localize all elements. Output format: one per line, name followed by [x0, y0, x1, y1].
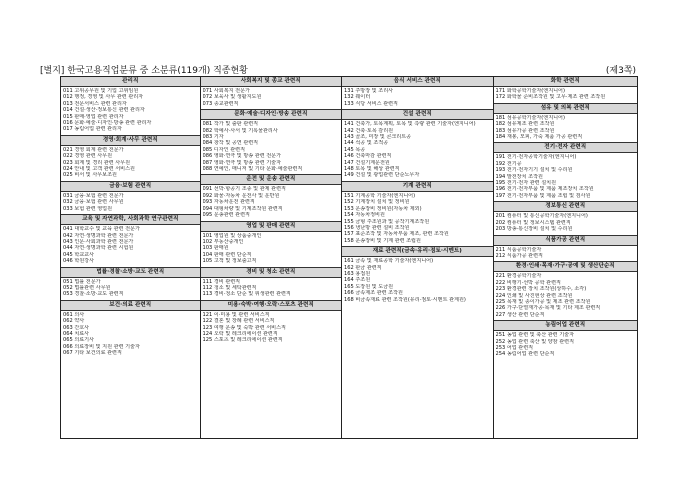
occupation-item: 045 학교교사: [63, 251, 95, 258]
occupation-item: 064 치료사: [63, 330, 90, 337]
occupation-item: 073 종교관련직: [202, 100, 239, 107]
occupation-item: 046 학원강사: [63, 258, 95, 265]
occupation-item: 142 건축·토목 감리원: [344, 127, 394, 134]
category-header: 음식 서비스 관련직: [342, 77, 492, 87]
category-section: [201, 77, 342, 109]
occupation-item: 164 주조원: [344, 277, 371, 284]
occupation-item: 153 운송장비 정비원(자동차 제외): [344, 205, 422, 212]
occupation-item: 041 대학교수 및 교육 관련 전문가: [63, 226, 140, 233]
category-header: 금융·보험 관련직: [61, 181, 200, 192]
occupation-item: 016 문화·예술·디자인·방송 관련 관리자: [63, 120, 152, 127]
occupation-item: 052 법률관련 사무원: [63, 284, 111, 291]
category-items: [61, 225, 200, 266]
occupation-item: 051 법률 전문가: [63, 278, 101, 285]
category-items: [494, 246, 638, 262]
occupation-item: 211 식품공학기술자: [495, 246, 542, 253]
occupation-item: 025 비서 및 사무보조원: [63, 172, 117, 179]
category-header: 관리직: [61, 77, 200, 87]
category-header: 문화·예술·디자인·방송 관련직: [201, 109, 342, 120]
occupation-item: 082 학예사·사서 및 기록물관리사: [202, 127, 278, 134]
occupation-item: 197 전기·전자부품 및 제품 조립 및 검사원: [495, 192, 591, 199]
category-items: [494, 212, 638, 234]
category-items: [201, 185, 342, 220]
occupation-item: 163 용접원: [344, 270, 371, 277]
category-section: [201, 300, 342, 346]
occupation-item: 172 화학물 준비조작원 및 고무·제조 관련 조작원: [495, 94, 606, 101]
occupation-item: 053 경찰·소방·교도 관련직: [63, 291, 124, 298]
category-header: 미용·숙박·여행·오락·스포츠 관련직: [201, 300, 342, 311]
occupation-item: 157 표준조작 및 자동차부품 제조, 관련 조작원: [344, 231, 449, 238]
category-items: [61, 87, 200, 135]
category-items: [494, 331, 638, 360]
category-header: 법률·경찰·소방·교도 관련직: [61, 267, 200, 278]
occupation-item: 124 오락 및 레크리에이션 관련직: [202, 330, 278, 337]
occupation-item: 194 발전장치 조작원: [495, 173, 543, 180]
occupation-item: 155 금형 주조원과 및 공작기계조작원: [344, 218, 430, 225]
occupation-item: 031 금융·보험 관련 전문가: [63, 192, 124, 199]
occupation-item: 193 전기·전자기기 설치 및 수리원: [495, 167, 573, 174]
category-section: [494, 261, 638, 320]
category-header: 경영·회계·사무 관련직: [61, 135, 200, 146]
occupation-item: 221 환경공학기술자: [495, 273, 542, 280]
occupation-item: 092 화물·자동차 운전사 및 운반원: [202, 192, 280, 199]
occupation-item: 102 부동산중개인: [202, 238, 244, 245]
category-header: 건설 관련직: [342, 109, 492, 120]
occupation-item: 022 경영 관련 사무원: [63, 153, 113, 160]
occupation-item: 224 인쇄 및 사진현상 관련 조작원: [495, 292, 573, 299]
occupation-item: 015 판매·영업 관련 관리자: [63, 113, 124, 120]
occupation-item: 191 전기·전자공학기술자(엔지니어): [495, 154, 577, 161]
category-section: [61, 135, 200, 181]
occupation-item: 103 판매원: [202, 245, 229, 252]
occupation-item: 011 고위공무원 및 기업 고위임원: [63, 88, 139, 94]
occupation-item: 166 금속제조 관련 조작원: [344, 290, 403, 297]
occupation-item: 101 영업원 및 상품중개인: [202, 232, 262, 239]
occupation-item: 145 목공: [344, 146, 366, 153]
occupation-item: 063 간호사: [63, 324, 90, 331]
category-header: 정보통신 관련직: [494, 201, 638, 212]
category-header: 환경·인쇄·목재·가구·공예 및 생산단순직: [494, 261, 638, 272]
occupation-item: 061 의사: [63, 311, 85, 318]
category-items: [201, 87, 342, 109]
occupation-item: 133 식당 서비스 관련직: [344, 100, 398, 107]
occupation-item: 067 기타 보건의료 관련직: [63, 350, 122, 357]
occupation-item: 032 금융·보험 관련 사무원: [63, 199, 124, 206]
category-items: [342, 120, 492, 181]
category-header: 운전 및 운송 관련직: [201, 174, 342, 185]
occupation-item: 086 영화·연극 및 방송 관련 전문가: [202, 153, 282, 160]
category-section: [494, 201, 638, 234]
occupation-item: 085 디자인 관련직: [202, 146, 246, 153]
category-items: [201, 120, 342, 174]
occupation-item: 183 섬유가공 관련 조작원: [495, 127, 555, 134]
occupation-item: 161 금속 및 재료공학 기술자(엔지니어): [344, 258, 434, 265]
occupation-item: 252 농업 관련 축산 및 양잠 관련직: [495, 338, 574, 345]
category-header: 재료 관련직(금속·유리·점토·시멘트): [342, 246, 492, 257]
occupation-item: 024 안내 및 고객 관련 서비스원: [63, 166, 135, 173]
category-header: 사회복지 및 종교 관련직: [201, 77, 342, 87]
occupation-item: 202 컴퓨터 및 정보시스템 관련직: [495, 219, 571, 226]
occupation-item: 095 운송관련 관련직: [202, 212, 250, 219]
occupation-item: 196 전기·전자부품 및 제품 제조장치 조작원: [495, 186, 594, 193]
occupation-item: 043 인문·사회과학 관련 전문가: [63, 238, 134, 245]
category-section: [342, 77, 492, 109]
category-section: [494, 235, 638, 262]
category-items: [342, 192, 492, 246]
category-header: 전기·전자 관련직: [494, 142, 638, 153]
category-header: 교육 및 자연과학, 사회과학 연구관련직: [61, 214, 200, 225]
occupation-item: 066 의료장비 및 지원 관련 기술자: [63, 343, 140, 350]
occupation-item: 226 가구·단열재가공·목재 및 기타 제조 관련직: [495, 305, 601, 312]
occupation-item: 158 운송장비 및 기계 관련 조립원: [344, 237, 421, 244]
occupation-item: 112 청소 및 세탁관련직: [202, 284, 257, 291]
occupation-item: 225 목재 및 종이가공 및 제조 관련 조작원: [495, 298, 591, 305]
occupation-item: 023 회계 및 경리 관련 사무원: [63, 159, 131, 166]
category-header: 기계 관련직: [342, 181, 492, 192]
occupation-item: 251 농업 관련 및 축산 관련 기술자: [495, 332, 574, 339]
category-items: [201, 311, 342, 346]
occupation-item: 148 토목 및 해상 관련직: [344, 166, 400, 173]
category-header: 영업 및 판매 관련직: [201, 221, 342, 232]
column-3: [342, 77, 493, 438]
occupation-item: 171 화학공학기술자(엔지니어): [495, 88, 565, 94]
column-4: [494, 77, 638, 438]
occupation-item: 212 식품가공 관련직: [495, 252, 543, 259]
category-items: [61, 192, 200, 214]
occupation-item: 203 방송·통신장비 설치 및 수리원: [495, 226, 573, 233]
occupation-item: 123 여행 운송 및 숙박 관련 서비스직: [202, 324, 286, 331]
occupation-item: 072 보육사 및 생활지도원: [202, 94, 262, 101]
occupation-item: 065 의료기사: [63, 337, 95, 344]
occupation-item: 181 섬유공학기술자(엔지니어): [495, 114, 565, 121]
category-items: [494, 87, 638, 103]
occupation-item: 071 사회복지 전문가: [202, 88, 250, 94]
category-items: [61, 311, 200, 359]
occupation-item: 253 어업 관련직: [495, 344, 534, 351]
occupation-item: 084 창작 및 공연 관련직: [202, 140, 259, 147]
occupation-item: 081 작가 및 출판 관련직: [202, 121, 259, 128]
occupation-item: 201 컴퓨터 및 통신공학기술자(엔지니어): [495, 213, 588, 220]
occupation-item: 132 웨이터: [344, 94, 371, 101]
category-items: [494, 272, 638, 320]
occupation-item: 094 대형차량 및 기계조작원 관련직: [202, 205, 283, 212]
category-section: [494, 142, 638, 201]
category-section: [61, 181, 200, 214]
category-section: [494, 77, 638, 103]
category-items: [494, 114, 638, 143]
occupation-item: 192 전기공: [495, 160, 522, 167]
occupation-item: 222 비행기·선박 공학 관련직: [495, 279, 561, 286]
occupation-item: 223 환경관련 장치 조작원(상하수, 소각): [495, 286, 587, 293]
occupation-item: 122 결혼 및 장례 관련 서비스직: [202, 318, 275, 325]
occupation-item: 013 전문서비스 관련 관리자: [63, 100, 127, 107]
occupation-item: 143 골조, 미장 및 콘크리트공: [344, 134, 412, 141]
category-items: [61, 146, 200, 181]
page-number: (제3쪽): [605, 66, 636, 76]
occupation-item: 062 약사: [63, 318, 85, 325]
category-items: [342, 257, 492, 305]
occupation-item: 141 건축가, 토목계획, 토목 및 측량 관련 기술자(엔지니어): [344, 121, 476, 128]
category-items: [342, 87, 492, 109]
category-section: [201, 221, 342, 267]
occupation-item: 113 경비·청소 단순 및 위생관련 관련직: [202, 291, 291, 298]
category-section: [342, 181, 492, 246]
category-header: 식품가공 관련직: [494, 235, 638, 246]
occupation-item: 131 주방장 및 조리사: [344, 88, 394, 94]
occupation-item: 044 자연·생명과학 관련 시험원: [63, 245, 134, 252]
column-1: [61, 77, 201, 438]
occupation-item: 017 농림어업 관련 관리자: [63, 126, 122, 133]
occupation-item: 165 도장원 및 도금원: [344, 283, 394, 290]
occupation-item: 042 자연·생명과학 관련 전문가: [63, 232, 134, 239]
occupation-item: 149 건설 및 광업관련 단순노무자: [344, 172, 420, 179]
occupation-item: 147 건설기계운전원: [344, 159, 390, 166]
category-section: [61, 300, 200, 359]
occupation-item: 033 보험 관련 영업원: [63, 205, 113, 212]
occupation-item: 151 기계공학 기술자(엔지니어): [344, 192, 416, 199]
category-section: [342, 246, 492, 305]
occupation-item: 254 농림어업 관련 단순직: [495, 351, 555, 358]
column-2: [201, 77, 343, 438]
occupation-item: 125 스포츠 및 레크리에이션 관련직: [202, 337, 283, 344]
category-header: 보건·의료 관련직: [61, 300, 200, 311]
category-section: [201, 174, 342, 220]
occupation-item: 182 섬유제조 관련 조작원: [495, 121, 555, 128]
occupation-item: 156 냉난방 관련 설비 조작원: [344, 224, 410, 231]
occupation-table: [60, 76, 638, 439]
occupation-item: 021 경영 회계 관련 전문가: [63, 146, 124, 153]
category-header: 경비 및 청소 관련직: [201, 267, 342, 278]
category-section: [201, 267, 342, 300]
category-section: [201, 109, 342, 174]
occupation-item: 168 비금속재료 관련 조작원(유리·점토·시멘트 관계원): [344, 296, 466, 303]
category-header: 화학 관련직: [494, 77, 638, 87]
occupation-item: 195 전기·전자 관련 설치원: [495, 180, 556, 187]
category-section: [61, 214, 200, 266]
occupation-item: 154 자동차정비원: [344, 212, 385, 219]
occupation-item: 152 기계장치 설치 및 정비원: [344, 199, 410, 206]
category-header: 농림어업 관련직: [494, 320, 638, 331]
category-section: [494, 320, 638, 360]
occupation-item: 121 이·미용 및 관련 서비스직: [202, 311, 270, 318]
category-items: [61, 278, 200, 300]
category-section: [61, 77, 200, 135]
occupation-item: 091 선박·항공기 조종 및 관제 관련직: [202, 186, 286, 193]
occupation-item: 014 건설·생산·정보통신 관련 관리자: [63, 107, 145, 114]
category-section: [61, 267, 200, 300]
category-items: [201, 278, 342, 300]
occupation-item: 144 석공 및 조적공: [344, 140, 389, 147]
occupation-item: 012 행정, 경영 및 사무 관련 관리자: [63, 94, 144, 101]
occupation-item: 087 영화·연극 및 방송 관련 기술자: [202, 159, 282, 166]
occupation-item: 083 기자: [202, 134, 224, 141]
category-section: [494, 103, 638, 143]
occupation-item: 105 고객 및 정보출고직: [202, 258, 257, 265]
category-items: [201, 232, 342, 267]
occupation-item: 146 건축마감 관련직: [344, 153, 392, 160]
occupation-item: 184 재봉, 모피, 가죽 제품 가공 관련직: [495, 134, 583, 141]
occupation-item: 227 생산 관련 단순직: [495, 311, 545, 318]
occupation-item: 088 연예인, 매니저 및 기타 문화·예술관련직: [202, 166, 303, 173]
occupation-item: 162 판금 관련직: [344, 264, 382, 271]
occupation-item: 104 판매 관련 단순직: [202, 251, 252, 258]
category-section: [342, 109, 492, 181]
category-header: 섬유 및 의복 관련직: [494, 103, 638, 114]
occupation-item: 093 자동차운전 관련직: [202, 199, 255, 206]
category-items: [494, 153, 638, 201]
occupation-item: 111 경비 관련직: [202, 278, 241, 285]
page-title: [별지] 한국고용직업분류 중 소분류(119개) 직종현황: [40, 66, 248, 76]
